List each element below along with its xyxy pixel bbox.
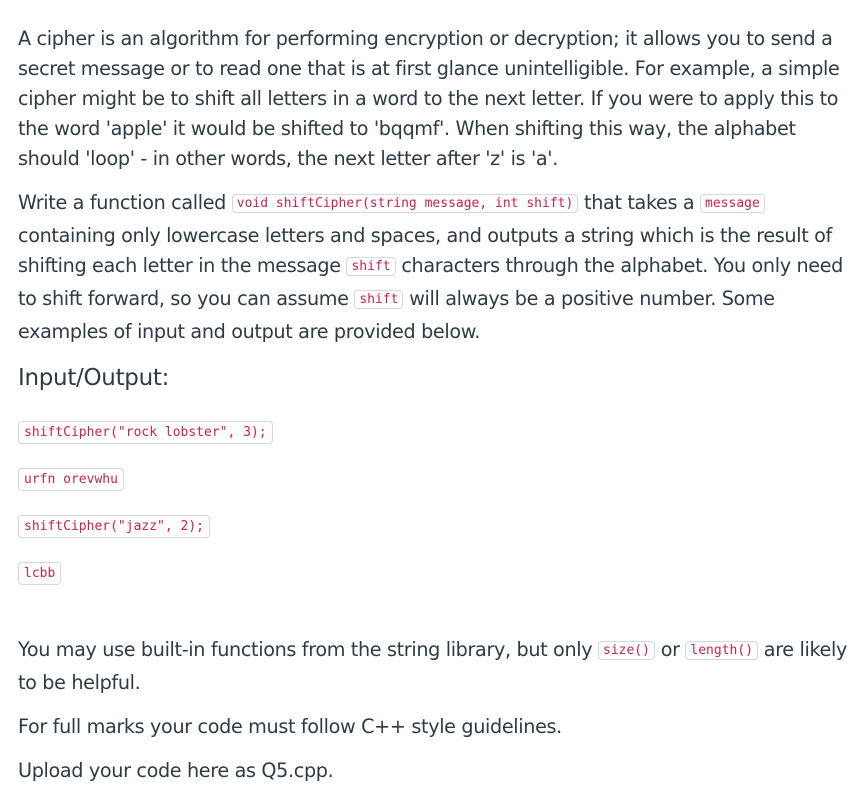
style-paragraph: For full marks your code must follow C++ style guidelines. (18, 715, 562, 738)
hint-paragraph (18, 635, 848, 698)
io-heading: Input/Output: (18, 365, 170, 391)
example-input-2 (18, 515, 848, 538)
intro-paragraph: A cipher is an algorithm for performing encryption or decryption; it allows you to send a secret message or to read one that is at first glance unintelligible. For example, a simple cipher might be to shift all letters in a word to the next letter. If you were to apply this to the word 'apple' it would be shifted to 'bqqmf'. When shifting this way, the alphabet should 'loop' - in other words, the next letter after 'z' is 'a'. (18, 27, 840, 170)
example-output-2 (18, 562, 848, 585)
shift-code: shift (346, 257, 395, 276)
hint-text-2: or (654, 638, 686, 661)
hint-text-3: are likely to be helpful. (18, 638, 847, 694)
example-output-1-code: urfn orevwhu (18, 468, 124, 491)
example-input-2-code: shiftCipher("jazz", 2); (18, 515, 210, 538)
example-output-2-code: lcbb (18, 562, 61, 585)
upload-paragraph: Upload your code here as Q5.cpp. (18, 759, 334, 782)
message-code: message (700, 194, 765, 213)
shift-code-2: shift (354, 290, 403, 309)
hint-text-1: You may use built-in functions from the string library, but only (18, 638, 598, 661)
task-text-5: will always be a positive number. Some examples of input and output are provided below. (18, 287, 775, 343)
task-text-1: Write a function called (18, 191, 232, 214)
task-text-2: that takes a (578, 191, 701, 214)
task-text-4: characters through the alphabet. You only need to shift forward, so you can assume (18, 254, 844, 310)
example-input-1 (18, 421, 848, 444)
example-output-1 (18, 468, 848, 491)
size-code: size() (598, 641, 655, 660)
task-text-3: containing only lowercase letters and spaces, and outputs a string which is the result of shifting each letter in the message (18, 224, 832, 277)
question-content (18, 24, 848, 786)
length-code: length() (685, 641, 758, 660)
task-paragraph (18, 188, 846, 347)
function-signature-code: void shiftCipher(string message, int shift) (232, 194, 579, 213)
example-input-1-code: shiftCipher("rock lobster", 3); (18, 421, 273, 444)
